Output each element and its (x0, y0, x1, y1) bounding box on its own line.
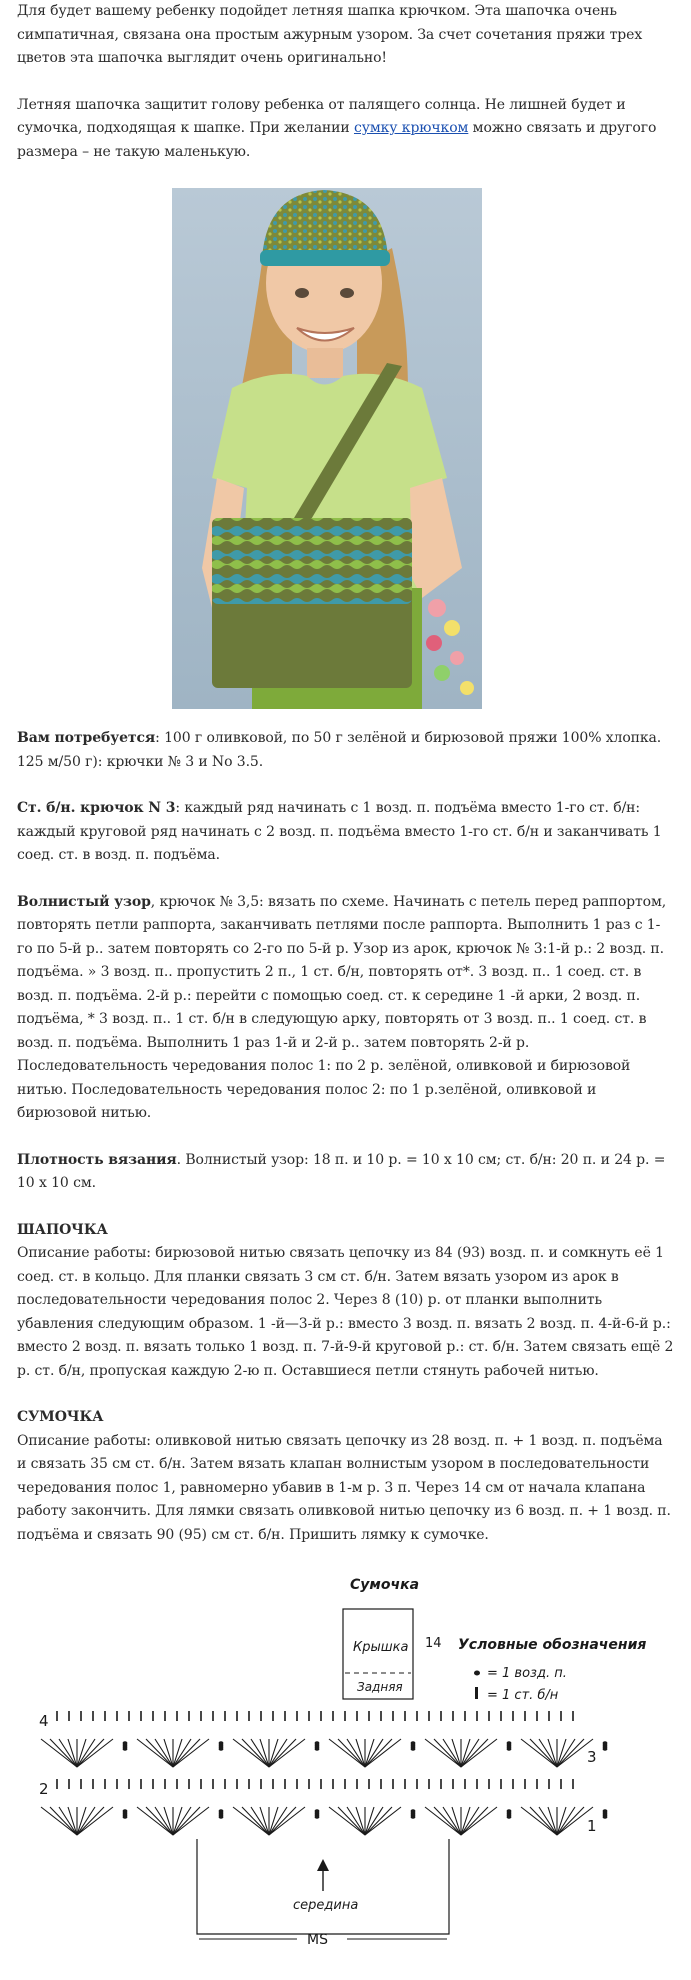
lid-label: Крышка (353, 1640, 409, 1655)
fan-stitch-mark (521, 1739, 557, 1767)
wave-paragraph (17, 891, 674, 1126)
lid-dimension: 14 (425, 1636, 442, 1651)
fan-stitch-mark (155, 1739, 173, 1767)
wave-title: Волнистый узор (17, 893, 151, 910)
fan-stitch-mark (461, 1807, 479, 1835)
crochet-chart (17, 1569, 674, 1959)
fan-stitch-mark (539, 1807, 557, 1835)
stitch-rows (41, 1711, 607, 1835)
fan-stitch-mark (233, 1807, 269, 1835)
legend-sc: = 1 ст. б/н (487, 1688, 559, 1703)
sc-title: Ст. б/н. крючок N 3 (17, 800, 176, 816)
fan-stitch-mark (425, 1739, 461, 1767)
back-label: Задняя (357, 1680, 403, 1694)
fan-stitch-mark (347, 1807, 365, 1835)
fan-stitch-mark (173, 1807, 191, 1835)
gauge-text: . Волнистый узор: 18 п. и 10 р. = 10 х 10 см; ст. б/н: 20 п. и 24 р. = 10 х 10 см. (17, 1151, 666, 1191)
row-number-3: 3 (587, 1748, 597, 1766)
chain-mark (123, 1741, 128, 1745)
chain-mark (315, 1741, 320, 1745)
materials-paragraph (17, 727, 674, 774)
fan-stitch-mark (365, 1739, 401, 1767)
fan-stitch-mark (233, 1739, 269, 1767)
chain-mark (315, 1809, 320, 1813)
fan-stitch-mark (269, 1807, 305, 1835)
legend-title: Условные обозначения (458, 1637, 647, 1653)
row-number-1: 1 (587, 1817, 597, 1835)
fan-stitch-mark (365, 1807, 383, 1835)
diagram-title: Сумочка (350, 1577, 420, 1593)
gauge-title: Плотность вязания (17, 1151, 177, 1168)
single-crochet-icon (475, 1687, 478, 1699)
child-photo (172, 188, 482, 709)
arrow-head-icon (317, 1859, 329, 1871)
fan-stitch-mark (137, 1739, 173, 1767)
child-photo-illustration (172, 188, 482, 709)
fan-stitch-mark (41, 1739, 77, 1767)
chain-mark (219, 1741, 224, 1745)
ms-label: MS (307, 1932, 328, 1948)
chain-mark (219, 1809, 224, 1813)
fan-stitch-mark (329, 1807, 365, 1835)
fan-stitch-mark (77, 1739, 113, 1767)
summer-before: Летняя шапочка защитит голову ребенка от палящего солнца. Не лишней будет и сумочка, подходящая к шапке. При желании (17, 96, 626, 136)
fan-stitch-mark (461, 1739, 479, 1767)
fan-stitch-mark (77, 1739, 95, 1767)
fan-stitch-mark (137, 1807, 173, 1835)
chain-mark (411, 1741, 416, 1745)
fan-stitch-mark (521, 1807, 557, 1835)
fan-stitch-mark (77, 1807, 113, 1835)
legend-chain: = 1 возд. п. (487, 1666, 567, 1681)
fan-stitch-mark (269, 1807, 287, 1835)
fan-stitch-mark (557, 1739, 575, 1767)
chain-mark (603, 1809, 608, 1813)
fan-stitch-mark (461, 1807, 497, 1835)
bag-section (17, 1406, 674, 1547)
fan-stitch-mark (59, 1739, 77, 1767)
fan-stitch-mark (329, 1739, 365, 1767)
summer-after: можно связать и другого размера – не такую маленькую. (17, 120, 657, 160)
fan-stitch-mark (251, 1739, 269, 1767)
chain-stitch-icon (474, 1671, 480, 1676)
fan-stitch-mark (557, 1807, 575, 1835)
fan-stitch-mark (41, 1807, 77, 1835)
fan-stitch-mark (251, 1807, 269, 1835)
article (17, 0, 674, 1959)
bag-text: Описание работы: оливковой нитью связать цепочку из 28 возд. п. + 1 возд. п. подъёма и связать 35 см ст. б/н. Затем вязать клапан волнистым узором в последовательности чередования полос 1, равномерно убавив в 1-м р. 3 п. Через 14 см от начала клапана работу закончить. Для лямки связать оливковой нитью цепочку из 6 возд. п. + 1 возд. п. подъёма и связать 90 (95) см ст. б/н. Пришить лямку к сумочке. (17, 1432, 671, 1543)
fan-stitch-mark (269, 1739, 287, 1767)
gauge-paragraph (17, 1149, 674, 1196)
hat-section (17, 1219, 674, 1384)
bag-icon (212, 518, 412, 688)
bag-link[interactable]: сумку крючком (353, 120, 469, 136)
chain-mark (507, 1809, 512, 1813)
chain-mark (507, 1741, 512, 1745)
fan-stitch-mark (347, 1739, 365, 1767)
center-label: середина (293, 1898, 359, 1913)
chain-mark (603, 1741, 608, 1745)
fan-stitch-mark (365, 1739, 383, 1767)
fan-stitch-mark (155, 1807, 173, 1835)
sc-paragraph (17, 797, 674, 868)
fan-stitch-mark (173, 1739, 209, 1767)
summer-paragraph (17, 94, 674, 165)
fan-stitch-mark (59, 1807, 77, 1835)
fan-stitch-mark (443, 1739, 461, 1767)
intro-paragraph: Для будет вашему ребенку подойдет летняя шапка крючком. Эта шапочка очень симпатичная, связана она простым ажурным узором. За счет сочетания пряжи трех цветов эта шапочка выглядит очень оригинально! (17, 3, 643, 66)
fan-stitch-mark (365, 1807, 401, 1835)
fan-stitch-mark (461, 1739, 497, 1767)
fan-stitch-mark (77, 1807, 95, 1835)
materials-text: : 100 г оливковой, по 50 г зелёной и бирюзовой пряжи 100% хлопка. 125 м/50 г): крючки № 3 и No 3.5. (17, 730, 662, 770)
chain-mark (411, 1809, 416, 1813)
sc-text: : каждый ряд начинать с 1 возд. п. подъёма вместо 1-го ст. б/н: каждый круговой ряд начинать с 2 возд. п. подъёма вместо 1-го ст. б/н и заканчивать 1 соед. ст. в возд. п. подъёма. (17, 800, 662, 863)
fan-stitch-mark (173, 1807, 209, 1835)
fan-stitch-mark (269, 1739, 305, 1767)
row-number-4: 4 (39, 1712, 49, 1730)
fan-stitch-mark (539, 1739, 557, 1767)
fan-stitch-mark (425, 1807, 461, 1835)
row-number-2: 2 (39, 1780, 49, 1798)
hat-text: Описание работы: бирюзовой нитью связать цепочку из 84 (93) возд. п. и сомкнуть её 1 соед. ст. в кольцо. Для планки связать 3 см ст. б/н. Затем вязать узором из арок в последовательности чередования полос 2. Через 8 (10) р. от планки выполнить убавления следующим образом. 1 -й—3-й р.: вместо 3 возд. п. вязать 2 возд. п. 4-й-6-й р.: вместо 2 возд. п. вязать только 1 возд. п. 7-й-9-й круговой р.: ст. б/н. Затем связать ещё 2 р. ст. б/н, пропуская каждую 2-ю п. Оставшиеся петли стянуть рабочей нитью. (17, 1245, 674, 1379)
fan-stitch-mark (443, 1807, 461, 1835)
chain-mark (123, 1809, 128, 1813)
hat-title: ШАПОЧКА (17, 1221, 108, 1238)
bag-title: СУМОЧКА (17, 1409, 104, 1425)
crochet-diagram (17, 1569, 674, 1959)
fan-stitch-mark (173, 1739, 191, 1767)
wave-text: , крючок № 3,5: вязать по схеме. Начинать с петель перед раппортом, повторять петли раппорта, заканчивать петлями после раппорта. Выполнить 1 раз с 1-го по 5-й р.. затем повторять со 2-го по 5-й р. Узор из арок, крючок № 3:1-й р.: 2 возд. п. подъёма. » 3 возд. п.. пропустить 2 п., 1 ст. б/н, повторять от*. 3 возд. п.. 1 соед. ст. в возд. п. подъёма. 2-й р.: перейти с помощью соед. ст. к середине 1 -й арки, 2 возд. п. подъёма, * 3 возд. п.. 1 ст. б/н в следующую арку, повторять от 3 возд. п.. 1 соед. ст. в возд. п. подъёма. Выполнить 1 раз 1-й и 2-й р.. затем повторять 2-й р. Последовательность чередования полос 1: по 2 р. зелёной, оливковой и бирюзовой нитью. Последовательность чередования полос 2: по 1 р.зелёной, оливковой и бирюзовой нитью. (17, 893, 667, 1121)
materials-title: Вам потребуется (17, 730, 156, 746)
